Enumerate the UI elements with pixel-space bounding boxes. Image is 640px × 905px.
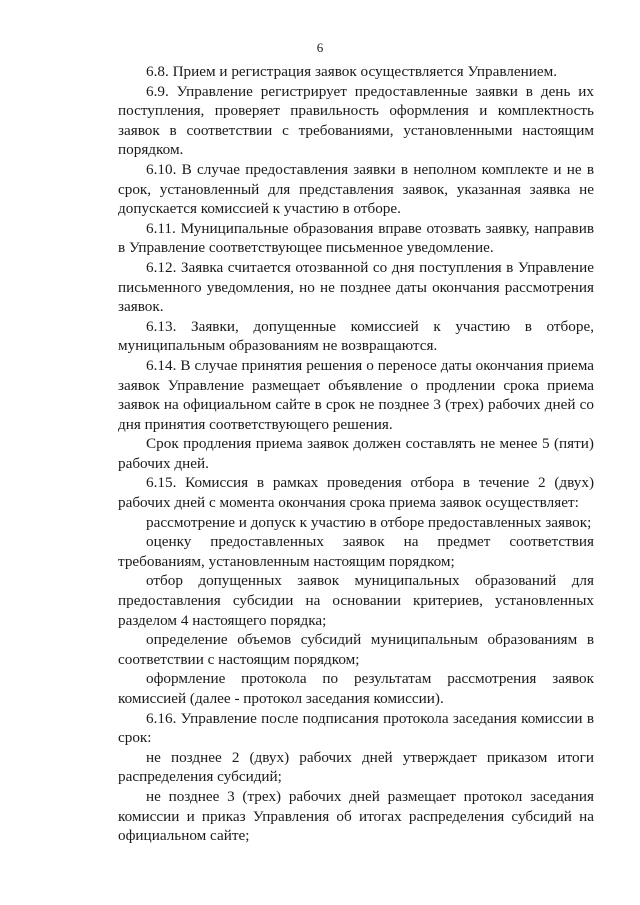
paragraph-6-13: 6.13. Заявки, допущенные комиссией к участию в отборе, муниципальным образованиям не возвращаются. xyxy=(118,317,594,355)
paragraph-6-14: 6.14. В случае принятия решения о переносе даты окончания приема заявок Управление размещает объявление о продлении срока приема заявок на официальном сайте в срок не позднее 3 (трех) рабочих дней со дня принятия соответствующего решения. xyxy=(118,356,594,433)
paragraph-extension-term: Срок продления приема заявок должен составлять не менее 5 (пяти) рабочих дней. xyxy=(118,435,594,472)
list-item-order: не позднее 2 (двух) рабочих дней утверждает приказом итоги распределения субсидий; xyxy=(118,748,594,786)
paragraph-6-9: 6.9. Управление регистрирует предоставленные заявки в день их поступления, проверяет правильность оформления и комплектность заявок в соответствии с требованиями, установленными настоящим порядком. xyxy=(118,82,594,159)
paragraph-6-16: 6.16. Управление после подписания протокола заседания комиссии в срок: xyxy=(118,709,594,747)
page-number: 6 xyxy=(316,40,324,55)
paragraph-6-15: 6.15. Комиссия в рамках проведения отбора в течение 2 (двух) рабочих дней с момента окончания срока приема заявок осуществляет: xyxy=(118,474,594,512)
list-item-review: рассмотрение и допуск к участию в отборе предоставленных заявок; xyxy=(146,513,592,531)
list-item-protocol: оформление протокола по результатам рассмотрения заявок комиссией (далее - протокол заседания комиссии). xyxy=(118,670,594,707)
list-item-volumes: определение объемов субсидий муниципальным образованиям в соответствии с настоящим порядком; xyxy=(118,631,594,668)
list-item-publication: не позднее 3 (трех) рабочих дней размещает протокол заседания комиссии и приказ Управления об итогах распределения субсидий на официальном сайте; xyxy=(118,787,594,845)
paragraph-6-8: 6.8. Прием и регистрация заявок осуществляется Управлением. xyxy=(146,63,558,80)
paragraph-6-12: 6.12. Заявка считается отозванной со дня поступления в Управление письменного уведомления, но не позднее даты окончания рассмотрения заявок. xyxy=(118,258,594,316)
list-item-evaluation: оценку предоставленных заявок на предмет соответствия требованиям, установленным настоящим порядком; xyxy=(118,533,594,570)
paragraph-6-10: 6.10. В случае предоставления заявки в неполном комплекте и не в срок, установленный для представления заявок, указанная заявка не допускается комиссией к участию в отборе. xyxy=(118,160,594,218)
list-item-selection: отбор допущенных заявок муниципальных образований для предоставления субсидии на основании критериев, установленных разделом 4 настоящего порядка; xyxy=(118,572,594,629)
paragraph-6-11: 6.11. Муниципальные образования вправе отозвать заявку, направив в Управление соответствующее письменное уведомление. xyxy=(118,219,594,257)
document-body xyxy=(118,62,594,846)
